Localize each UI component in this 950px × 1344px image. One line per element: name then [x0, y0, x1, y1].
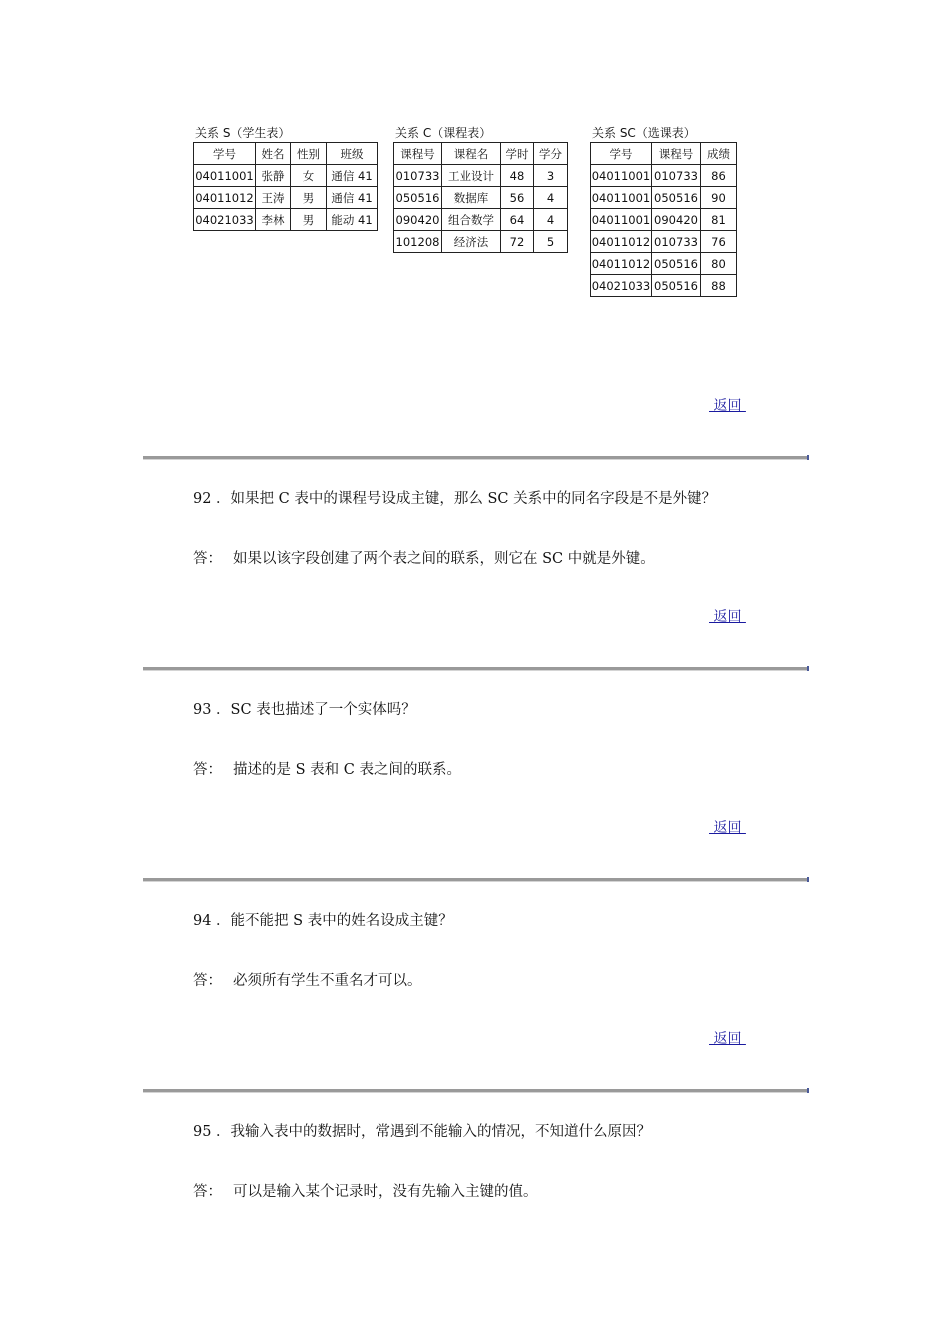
table-cell: 5 — [534, 231, 568, 253]
table-cell: 88 — [701, 275, 737, 297]
header-cell: 性别 — [291, 143, 327, 165]
section-divider — [143, 456, 808, 460]
header-cell: 学号 — [194, 143, 256, 165]
table-cell: 3 — [534, 165, 568, 187]
table-s-caption: 关系 S（学生表） — [195, 126, 291, 140]
table-cell: 81 — [701, 209, 737, 231]
table-cell: 工业设计 — [442, 165, 501, 187]
table-cell: 李林 — [256, 209, 291, 231]
table-header-row — [394, 143, 568, 165]
table-cell: 04011001 — [591, 187, 652, 209]
answer-text: 可以是输入某个记录时，没有先输入主键的值。 — [233, 1184, 538, 1200]
back-link[interactable]: 返回 — [709, 1031, 746, 1047]
answer-text: 必须所有学生不重名才可以。 — [233, 973, 422, 989]
table-cell: 050516 — [394, 187, 442, 209]
table-header-row — [591, 143, 737, 165]
table-sc-caption: 关系 SC（选课表） — [592, 126, 696, 140]
answer-label: 答： — [193, 973, 222, 989]
table-cell: 010733 — [394, 165, 442, 187]
table-s — [193, 142, 378, 231]
table-header-row — [194, 143, 378, 165]
table-row — [194, 187, 378, 209]
table-cell: 04011012 — [591, 231, 652, 253]
table-cell: 通信 41 — [327, 165, 378, 187]
table-cell: 90 — [701, 187, 737, 209]
table-cell: 04011001 — [591, 209, 652, 231]
table-row — [591, 209, 737, 231]
table-cell: 101208 — [394, 231, 442, 253]
header-cell: 课程号 — [394, 143, 442, 165]
table-row — [591, 275, 737, 297]
table-cell: 王涛 — [256, 187, 291, 209]
table-row — [394, 231, 568, 253]
table-c-block — [393, 124, 568, 253]
table-row — [194, 209, 378, 231]
table-cell: 能动 41 — [327, 209, 378, 231]
table-cell: 4 — [534, 209, 568, 231]
answer-label: 答： — [193, 762, 222, 778]
table-cell: 56 — [501, 187, 534, 209]
table-cell: 数据库 — [442, 187, 501, 209]
table-s-block — [193, 124, 378, 231]
table-cell: 张静 — [256, 165, 291, 187]
table-cell: 04011001 — [591, 165, 652, 187]
question-92: 92 ．如果把 C 表中的课程号设成主键，那么 SC 关系中的同名字段是不是外键？ — [193, 491, 717, 507]
table-cell: 通信 41 — [327, 187, 378, 209]
table-c — [393, 142, 568, 253]
header-cell: 班级 — [327, 143, 378, 165]
table-cell: 80 — [701, 253, 737, 275]
table-cell: 090420 — [394, 209, 442, 231]
header-cell: 课程号 — [652, 143, 701, 165]
question-93: 93 ．SC 表也描述了一个实体吗？ — [193, 702, 416, 718]
section-divider — [143, 1089, 808, 1093]
section-divider — [143, 878, 808, 882]
table-cell: 04011012 — [591, 253, 652, 275]
table-cell: 04011012 — [194, 187, 256, 209]
question-94: 94 ．能不能把 S 表中的姓名设成主键？ — [193, 913, 453, 929]
table-cell: 4 — [534, 187, 568, 209]
table-cell: 04021033 — [194, 209, 256, 231]
header-cell: 学分 — [534, 143, 568, 165]
section-divider — [143, 667, 808, 671]
table-cell: 04011001 — [194, 165, 256, 187]
answer-93 — [193, 760, 461, 780]
table-cell: 050516 — [652, 253, 701, 275]
table-cell: 女 — [291, 165, 327, 187]
table-row — [394, 165, 568, 187]
table-cell: 090420 — [652, 209, 701, 231]
header-cell: 学时 — [501, 143, 534, 165]
table-cell: 76 — [701, 231, 737, 253]
back-link[interactable]: 返回 — [709, 398, 746, 414]
header-cell: 学号 — [591, 143, 652, 165]
table-cell: 010733 — [652, 231, 701, 253]
table-row — [394, 187, 568, 209]
answer-92 — [193, 549, 655, 569]
table-c-caption: 关系 C（课程表） — [395, 126, 492, 140]
header-cell: 成绩 — [701, 143, 737, 165]
answer-text: 如果以该字段创建了两个表之间的联系，则它在 SC 中就是外键。 — [233, 551, 655, 567]
table-row — [194, 165, 378, 187]
table-cell: 72 — [501, 231, 534, 253]
answer-label: 答： — [193, 551, 222, 567]
answer-text: 描述的是 S 表和 C 表之间的联系。 — [233, 762, 461, 778]
table-cell: 男 — [291, 187, 327, 209]
table-cell: 050516 — [652, 275, 701, 297]
back-link[interactable]: 返回 — [709, 609, 746, 625]
table-row — [591, 231, 737, 253]
table-row — [394, 209, 568, 231]
table-sc-block — [590, 124, 737, 297]
table-cell: 010733 — [652, 165, 701, 187]
table-cell: 经济法 — [442, 231, 501, 253]
answer-94 — [193, 971, 422, 991]
table-row — [591, 187, 737, 209]
table-cell: 48 — [501, 165, 534, 187]
table-row — [591, 253, 737, 275]
table-cell: 04021033 — [591, 275, 652, 297]
table-sc — [590, 142, 737, 297]
header-cell: 姓名 — [256, 143, 291, 165]
table-cell: 050516 — [652, 187, 701, 209]
answer-label: 答： — [193, 1184, 222, 1200]
table-row — [591, 165, 737, 187]
answer-95 — [193, 1182, 538, 1202]
header-cell: 课程名 — [442, 143, 501, 165]
table-cell: 男 — [291, 209, 327, 231]
table-cell: 86 — [701, 165, 737, 187]
question-95: 95 ．我输入表中的数据时，常遇到不能输入的情况，不知道什么原因？ — [193, 1124, 652, 1140]
back-link[interactable]: 返回 — [709, 820, 746, 836]
table-cell: 组合数学 — [442, 209, 501, 231]
table-cell: 64 — [501, 209, 534, 231]
